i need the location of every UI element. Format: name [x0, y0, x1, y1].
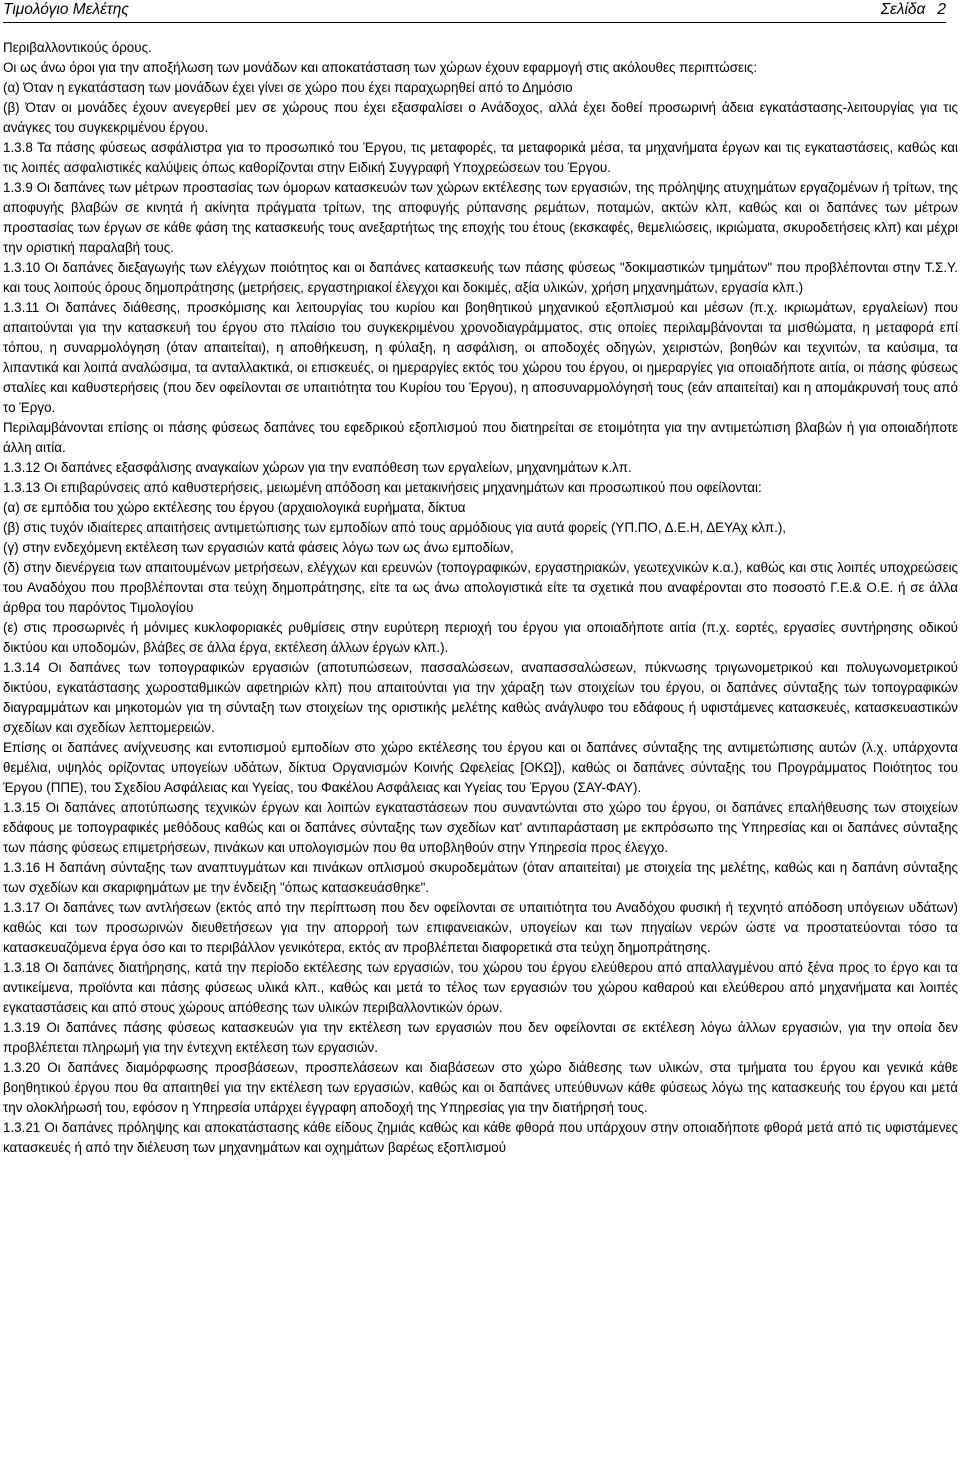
paragraph: 1.3.14 Οι δαπάνες των τοπογραφικών εργασιών (αποτυπώσεων, πασσαλώσεων, αναπασσαλώσεων, πύκνωσης τριγωνομετρικού και πολυγωνομετρικού δικτύου, εγκατάστασης χωροσταθμικών αφετηριών κλπ) που απαιτούνται για την χάραξη των στοιχείων του έργου, οι δαπάνες σύνταξης των τοπογραφικών διαγραμμάτων και μηκοτομών για τη σύνταξη των στοιχείων της οριστικής μελέτης καθώς ανάγλυφο του εδάφους ή υφιστάμενες κατασκευές, κατασκευαστικών σχεδίων και σχεδίων λεπτομερειών. — [3, 660, 958, 735]
paragraph: (β) Όταν οι μονάδες έχουν ανεγερθεί μεν σε χώρους που έχει εξασφαλίσει ο Ανάδοχος, αλλά έχει δοθεί προσωρινή άδεια εγκατάστασης-λειτουργίας για τις ανάγκες του συγκεκριμένου έργου. — [3, 100, 958, 135]
document-title: Τιμολόγιο Μελέτης — [3, 1, 129, 18]
paragraph: (α) Όταν η εγκατάσταση των μονάδων έχει γίνει σε χώρο που έχει παραχωρηθεί από το Δημόσιο — [3, 80, 573, 95]
paragraph: Επίσης οι δαπάνες ανίχνευσης και εντοπισμού εμποδίων στο χώρο εκτέλεσης του έργου και οι δαπάνες σύνταξης της αντιμετώπισης αυτών (λ.χ. υπάρχοντα θεμέλια, υψηλός ορίζοντας υπογείων υδάτων, δίκτυα Οργανισμών Κοινής Ωφελείας [ΟΚΩ]), καθώς οι δαπάνες σύνταξης του Προγράμματος Ποιότητος του Έργου (ΠΠΕ), του Σχεδίου Ασφάλειας και Υγείας, του Φακέλου Ασφάλειας και Υγείας του Έργου (ΣΑΥ-ΦΑΥ). — [3, 740, 958, 795]
paragraph: 1.3.10 Οι δαπάνες διεξαγωγής των ελέγχων ποιότητος και οι δαπάνες κατασκευής των πάσης φύσεως "δοκιμαστικών τμημάτων" που προβλέπονται στην Τ.Σ.Υ. και τους λοιπούς όρους δημοπράτησης (μετρήσεις, εργαστηριακοί έλεγχοι και δοκιμές, αξία υλικών, χρήση μηχανημάτων, εργασία κλπ.) — [3, 260, 958, 295]
paragraph: (α) σε εμπόδια του χώρο εκτέλεσης του έργου (αρχαιολογικά ευρήματα, δίκτυα — [3, 500, 466, 515]
paragraph: (δ) στην διενέργεια των απαιτουμένων μετρήσεων, ελέγχων και ερευνών (τοπογραφικών, εργαστηριακών, γεωτεχνικών κ.α.), καθώς και στις λοιπές υποχρεώσεις του Αναδόχου που προβλέπονται στα τεύχη δημοπράτησης, είτε τα ως άνω απολογιστικά είτε τα σχετικά που αναφέρονται στο ποσοστό Γ.Ε.& Ο.Ε. ή σε άλλα άρθρα του παρόντος Τιμολογίου — [3, 560, 958, 615]
paragraph: 1.3.20 Οι δαπάνες διαμόρφωσης προσβάσεων, προσπελάσεων και διαβάσεων στο χώρο διάθεσης των υλικών, στα τμήματα του έργου και γενικά κάθε βοηθητικού έργου που θα απαιτηθεί για την εκτέλεση των εργασιών, καθώς και οι δαπάνες υπεύθυνων κάθε φύσεως λόγω της κατασκευής του έργου και μετά την ολοκλήρωσή του, εφόσον η Υπηρεσία υπάρχει έγγραφη αποδοχή της Υπηρεσίας για την διατήρησή τους. — [3, 1060, 958, 1115]
paragraph: 1.3.13 Οι επιβαρύνσεις από καθυστερήσεις, μειωμένη απόδοση και μετακινήσεις μηχανημάτων και προσωπικού που οφείλονται: — [3, 480, 762, 495]
paragraph: (ε) στις προσωρινές ή μόνιμες κυκλοφοριακές ρυθμίσεις στην ευρύτερη περιοχή του έργου για οποιαδήποτε αιτία (π.χ. εορτές, εργασίες συντήρησης οδικού δικτύου και υποδομών, βλάβες σε άλλα έργα, εκτέλεση άλλων έργων κλπ.). — [3, 620, 958, 655]
paragraph: Οι ως άνω όροι για την αποξήλωση των μονάδων και αποκατάσταση των χώρων έχουν εφαρμογή στις ακόλουθες περιπτώσεις: — [3, 60, 758, 75]
page-number: 2 — [937, 1, 946, 18]
page-label: Σελίδα — [880, 1, 926, 18]
page-header — [3, 0, 946, 23]
paragraph: 1.3.17 Οι δαπάνες των αντλήσεων (εκτός από την περίπτωση που δεν οφείλονται σε υπαιτιότητα του Αναδόχου φυσική ή τεχνητό απόδοση υπόγειων υδάτων) καθώς και των προσωρινών διευθετήσεων για την απορροή των επιφανειακών, υπογείων και των πηγαίων νερών ώστε να προστατεύονται τόσο τα κατασκευαζόμενα έργα όσο και το περιβάλλον γενικότερα, εκτός αν προβλέπεται διαφορετικά στα τεύχη δημοπράτησης. — [3, 900, 958, 955]
paragraph: Περιλαμβάνονται επίσης οι πάσης φύσεως δαπάνες του εφεδρικού εξοπλισμού που διατηρείται σε ετοιμότητα για την αντιμετώπιση βλαβών ή για οποιαδήποτε άλλη αιτία. — [3, 420, 958, 455]
paragraph: 1.3.8 Τα πάσης φύσεως ασφάλιστρα για το προσωπικό του Έργου, τις μεταφορές, τα μεταφορικά μέσα, τα μηχανήματα έργων και τις εγκαταστάσεις, καθώς και τις λοιπές ασφαλιστικές καλύψεις όπως καθορίζονται στην Ειδική Συγγραφή Υποχρεώσεων του Έργου. — [3, 140, 958, 175]
paragraph: 1.3.12 Οι δαπάνες εξασφάλισης αναγκαίων χώρων για την εναπόθεση των εργαλείων, μηχανημάτων κ.λπ. — [3, 460, 632, 475]
paragraph: 1.3.18 Οι δαπάνες διατήρησης, κατά την περίοδο εκτέλεσης των εργασιών, του χώρου του έργου ελεύθερου από απαλλαγμένου από ξένα προς το έργο και τα αντικείμενα, προϊόντα και πάσης φύσεως υλικά κλπ., καθώς και μετά το τέλος των εργασιών του χώρου καθαρού και ελεύθερου από μηχανήματα και λοιπές εγκαταστάσεις και από στους χώρους απόθεσης των υλικών περιβαλλοντικών όρων. — [3, 960, 958, 1015]
page-indicator — [881, 0, 946, 20]
paragraph: (β) στις τυχόν ιδιαίτερες απαιτήσεις αντιμετώπισης των εμποδίων από τους αρμόδιους για αυτά φορείς (ΥΠ.ΠΟ, Δ.Ε.Η, ΔΕΥΑχ κλπ.), — [3, 520, 787, 535]
paragraph: 1.3.9 Οι δαπάνες των μέτρων προστασίας των όμορων κατασκευών των χώρων εκτέλεσης των εργασιών, της πρόληψης ατυχημάτων εργαζομένων ή τρίτων, της αποφυγής βλαβών σε κινητά ή ακίνητα πράγματα τρίτων, της αποφυγής ρύπανσης ρεμάτων, ποταμών, ακτών κλπ, καθώς και οι δαπάνες των μέτρων προστασίας των έργων σε κάθε φάση της κατασκευής τους ανεξαρτήτως της εποχής του έτους (εκσκαφές, θεμελιώσεις, ικριώματα, σκυροδετήσεις κλπ) και μέχρι την οριστική παραλαβή τους. — [3, 180, 958, 255]
paragraph: 1.3.19 Οι δαπάνες πάσης φύσεως κατασκευών για την εκτέλεση των εργασιών που δεν οφείλονται σε εκτέλεση λόγω άλλων εργασιών, για την οποία δεν προβλέπεται πληρωμή για την έντεχνη εκτέλεση των εργασιών. — [3, 1020, 958, 1055]
paragraph: (γ) στην ενδεχόμενη εκτέλεση των εργασιών κατά φάσεις λόγω των ως άνω εμποδίων, — [3, 540, 514, 555]
paragraph: 1.3.11 Οι δαπάνες διάθεσης, προσκόμισης και λειτουργίας του κυρίου και βοηθητικού μηχανικού εξοπλισμού και μέσων (π.χ. ικριωμάτων, εργαλείων) που απαιτούνται για την κατασκευή του έργου στο πλαίσιο του συγκεκριμένου χρονοδιαγράμματος, στις οποίες περιλαμβάνονται τα μισθώματα, η μεταφορά επί τόπου, η συναρμολόγηση (όταν απαιτείται), η αποθήκευση, η φύλαξη, η ασφάλιση, οι αποδοχές οδηγών, χειριστών, βοηθών και τεχνιτών, τα καύσιμα, τα λιπαντικά και λοιπά αναλώσιμα, τα ανταλλακτικά, οι επισκευές, οι ημεραργίες εκτός του χώρου του έργου, οι ημεραργίες για οποιαδήποτε αιτία, οι πάσης φύσεως σταλίες και καθυστερήσεις (που δεν οφείλονται σε υπαιτιότητα του Κυρίου του Έργου), η αποσυναρμολόγησή τους (εάν απαιτείται) και η απομάκρυνσή τους από το Έργο. — [3, 300, 958, 415]
paragraph: Περιβαλλοντικούς όρους. — [3, 40, 152, 55]
paragraph: 1.3.21 Οι δαπάνες πρόληψης και αποκατάστασης κάθε είδους ζημιάς καθώς και κάθε φθορά που υπάρχουν στην οποιαδήποτε φθορά μετά από τις υφιστάμενες κατασκευές ή από την διέλευση των μηχανημάτων και οχημάτων βαρέως εξοπλισμού — [3, 1120, 958, 1155]
paragraph: 1.3.15 Οι δαπάνες αποτύπωσης τεχνικών έργων και λοιπών εγκαταστάσεων που συναντώνται στο χώρο του έργου, οι δαπάνες επαλήθευσης των στοιχείων εδάφους με τοπογραφικές μεθόδους καθώς και οι δαπάνες σύνταξης των σχεδίων κατ' αντιπαράσταση με εκπρόσωπο της Υπηρεσίας και οι δαπάνες σύνταξης των πάσης φύσεως επιμετρήσεων, πινάκων και υπολογισμών που θα υποβληθούν στην Υπηρεσία προς έλεγχο. — [3, 800, 958, 855]
paragraph: 1.3.16 Η δαπάνη σύνταξης των αναπτυγμάτων και πινάκων οπλισμού σκυροδεμάτων (όταν απαιτείται) με στοιχεία της μελέτης, καθώς και η δαπάνη σύνταξης των σχεδίων και σκαριφημάτων με την ένδειξη "όπως κατασκευάσθηκε". — [3, 860, 958, 895]
document-body — [3, 38, 958, 1158]
